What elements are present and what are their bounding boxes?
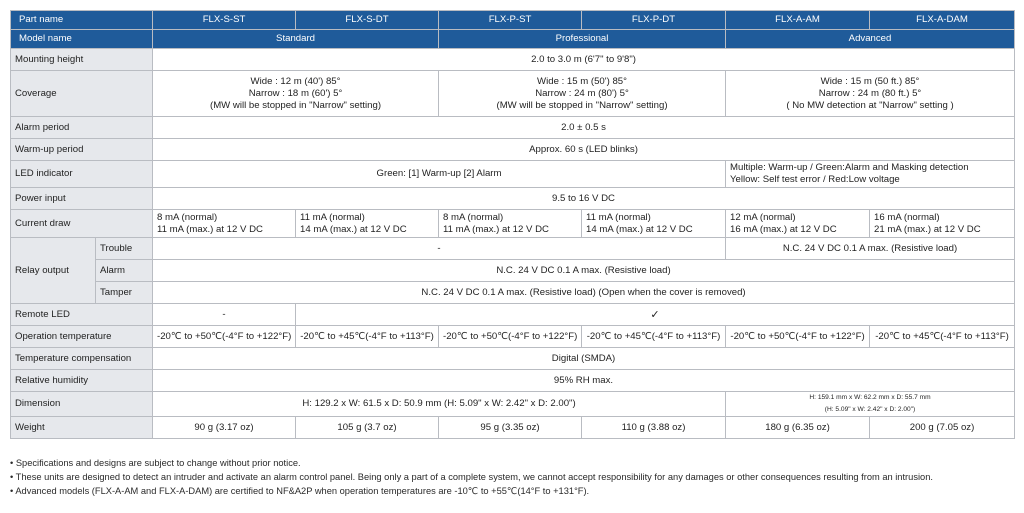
- alarm-period-value: 2.0 ± 0.5 s: [153, 117, 1015, 139]
- dimension-row: [11, 392, 1015, 417]
- led-line: Yellow: Self test error / Red:Low voltage: [730, 174, 900, 185]
- row-label: Alarm period: [11, 117, 153, 139]
- model-name-row: [11, 30, 1015, 49]
- current-draw-cell: [870, 210, 1015, 238]
- row-label: Weight: [11, 417, 153, 439]
- relay-tamper-value: N.C. 24 V DC 0.1 A max. (Resistive load) (Open when the cover is removed): [153, 282, 1015, 304]
- led-line: Multiple: Warm-up / Green:Alarm and Masking detection: [730, 162, 969, 173]
- row-label: Remote LED: [11, 304, 153, 326]
- weight-cell: 200 g (7.05 oz): [870, 417, 1015, 439]
- row-label: Warm-up period: [11, 139, 153, 161]
- row-label: Relative humidity: [11, 370, 153, 392]
- row-label: Mounting height: [11, 49, 153, 71]
- current-max: 11 mA (max.) at 12 V DC: [443, 223, 549, 235]
- dimension-imperial: (H: 5.09" x W: 2.42" x D: 2.00"): [824, 406, 916, 413]
- part-flx-p-st: FLX-P-ST: [439, 11, 582, 30]
- coverage-line: (MW will be stopped in "Narrow" setting): [496, 99, 668, 111]
- led-indicator-row: [11, 161, 1015, 188]
- current-normal: 8 mA (normal): [443, 211, 504, 223]
- coverage-line: Narrow : 18 m (60') 5°: [248, 87, 343, 99]
- warm-up-period-row: [11, 139, 1015, 161]
- footnote: • Specifications and designs are subject to change without prior notice.: [10, 458, 301, 468]
- footnote: • These units are designed to detect an intruder and activate an alarm control panel. Being only a part of a complete system, we cannot accept responsibility for any damages or other consequences resulting from an intrusion.: [10, 472, 933, 482]
- row-label: Coverage: [11, 71, 153, 117]
- op-temp-cell: -20℃ to +50℃(-4°F to +122°F): [726, 326, 870, 348]
- row-label: LED indicator: [11, 161, 153, 188]
- relay-output-label: Relay output: [11, 238, 96, 304]
- row-label: Power input: [11, 188, 153, 210]
- temperature-compensation-row: [11, 348, 1015, 370]
- current-normal: 12 mA (normal): [730, 211, 796, 223]
- relative-humidity-row: [11, 370, 1015, 392]
- model-professional: Professional: [439, 30, 726, 49]
- current-max: 14 mA (max.) at 12 V DC: [300, 223, 407, 235]
- alarm-period-row: [11, 117, 1015, 139]
- remote-led-row: [11, 304, 1015, 326]
- weight-cell: 95 g (3.35 oz): [439, 417, 582, 439]
- coverage-advanced: [726, 71, 1015, 117]
- relay-tamper-row: [11, 282, 1015, 304]
- part-name-row: [11, 11, 1015, 30]
- relay-alarm-label: Alarm: [96, 260, 153, 282]
- relay-trouble-label: Trouble: [96, 238, 153, 260]
- current-normal: 11 mA (normal): [586, 211, 651, 223]
- warm-up-period-value: Approx. 60 s (LED blinks): [153, 139, 1015, 161]
- weight-cell: 180 g (6.35 oz): [726, 417, 870, 439]
- coverage-standard: [153, 71, 439, 117]
- power-input-value: 9.5 to 16 V DC: [153, 188, 1015, 210]
- model-advanced: Advanced: [726, 30, 1015, 49]
- row-label: Current draw: [11, 210, 153, 238]
- weight-row: [11, 417, 1015, 439]
- relay-trouble-advanced: N.C. 24 V DC 0.1 A max. (Resistive load): [726, 238, 1015, 260]
- current-normal: 8 mA (normal): [157, 211, 218, 223]
- row-label: Operation temperature: [11, 326, 153, 348]
- weight-cell: 90 g (3.17 oz): [153, 417, 296, 439]
- model-standard: Standard: [153, 30, 439, 49]
- part-flx-a-am: FLX-A-AM: [726, 11, 870, 30]
- op-temp-cell: -20℃ to +45℃(-4°F to +113°F): [870, 326, 1015, 348]
- op-temp-cell: -20℃ to +45℃(-4°F to +113°F): [296, 326, 439, 348]
- current-max: 14 mA (max.) at 12 V DC: [586, 223, 693, 235]
- current-draw-cell: [582, 210, 726, 238]
- row-label: Dimension: [11, 392, 153, 417]
- power-input-row: [11, 188, 1015, 210]
- operation-temperature-row: [11, 326, 1015, 348]
- coverage-row: [11, 71, 1015, 117]
- relative-humidity-value: 95% RH max.: [153, 370, 1015, 392]
- temperature-compensation-value: Digital (SMDA): [153, 348, 1015, 370]
- current-max: 16 mA (max.) at 12 V DC: [730, 223, 837, 235]
- part-name-label: Part name: [11, 11, 153, 30]
- dimension-standard-professional: H: 129.2 x W: 61.5 x D: 50.9 mm (H: 5.09" x W: 2.42" x D: 2.00"): [153, 392, 726, 417]
- mounting-height-row: [11, 49, 1015, 71]
- coverage-professional: [439, 71, 726, 117]
- op-temp-cell: -20℃ to +50℃(-4°F to +122°F): [439, 326, 582, 348]
- relay-tamper-label: Tamper: [96, 282, 153, 304]
- weight-cell: 105 g (3.7 oz): [296, 417, 439, 439]
- current-normal: 16 mA (normal): [874, 211, 940, 223]
- remote-led-check: ✓: [296, 304, 1015, 326]
- op-temp-cell: -20℃ to +45℃(-4°F to +113°F): [582, 326, 726, 348]
- coverage-line: Narrow : 24 m (80 ft.) 5°: [818, 87, 922, 99]
- weight-cell: 110 g (3.88 oz): [582, 417, 726, 439]
- op-temp-cell: -20℃ to +50℃(-4°F to +122°F): [153, 326, 296, 348]
- current-max: 11 mA (max.) at 12 V DC: [157, 223, 263, 235]
- part-flx-p-dt: FLX-P-DT: [582, 11, 726, 30]
- coverage-line: Wide : 12 m (40') 85°: [250, 75, 341, 87]
- relay-alarm-value: N.C. 24 V DC 0.1 A max. (Resistive load): [153, 260, 1015, 282]
- led-indicator-advanced: [726, 161, 1015, 188]
- model-name-label: Model name: [11, 30, 153, 49]
- current-normal: 11 mA (normal): [300, 211, 365, 223]
- coverage-line: Wide : 15 m (50 ft.) 85°: [820, 75, 920, 87]
- mounting-height-value: 2.0 to 3.0 m (6'7" to 9'8"): [153, 49, 1015, 71]
- relay-trouble-row: [11, 238, 1015, 260]
- specification-table: [10, 10, 1015, 439]
- led-indicator-standard-professional: Green: [1] Warm-up [2] Alarm: [153, 161, 726, 188]
- coverage-line: Narrow : 24 m (80') 5°: [535, 87, 629, 99]
- current-max: 21 mA (max.) at 12 V DC: [874, 223, 981, 235]
- relay-trouble-standard-professional: -: [153, 238, 726, 260]
- current-draw-cell: [439, 210, 582, 238]
- current-draw-cell: [153, 210, 296, 238]
- row-label: Temperature compensation: [11, 348, 153, 370]
- relay-alarm-row: [11, 260, 1015, 282]
- current-draw-cell: [726, 210, 870, 238]
- coverage-line: (MW will be stopped in "Narrow" setting): [210, 99, 382, 111]
- coverage-line: Wide : 15 m (50') 85°: [537, 75, 627, 87]
- footnote: • Advanced models (FLX-A-AM and FLX-A-DAM) are certified to NF&A2P when operation temperatures are -10℃ to +55℃(14°F to +131°F).: [10, 486, 590, 496]
- footnotes: [10, 456, 1014, 498]
- dimension-metric: H: 159.1 mm x W: 62.2 mm x D: 55.7 mm: [809, 394, 931, 401]
- current-draw-row: [11, 210, 1015, 238]
- current-draw-cell: [296, 210, 439, 238]
- part-flx-a-dam: FLX-A-DAM: [870, 11, 1015, 30]
- remote-led-flx-s-st: -: [153, 304, 296, 326]
- dimension-advanced: [726, 392, 1015, 417]
- part-flx-s-dt: FLX-S-DT: [296, 11, 439, 30]
- part-flx-s-st: FLX-S-ST: [153, 11, 296, 30]
- coverage-line: ( No MW detection at "Narrow" setting ): [786, 99, 954, 111]
